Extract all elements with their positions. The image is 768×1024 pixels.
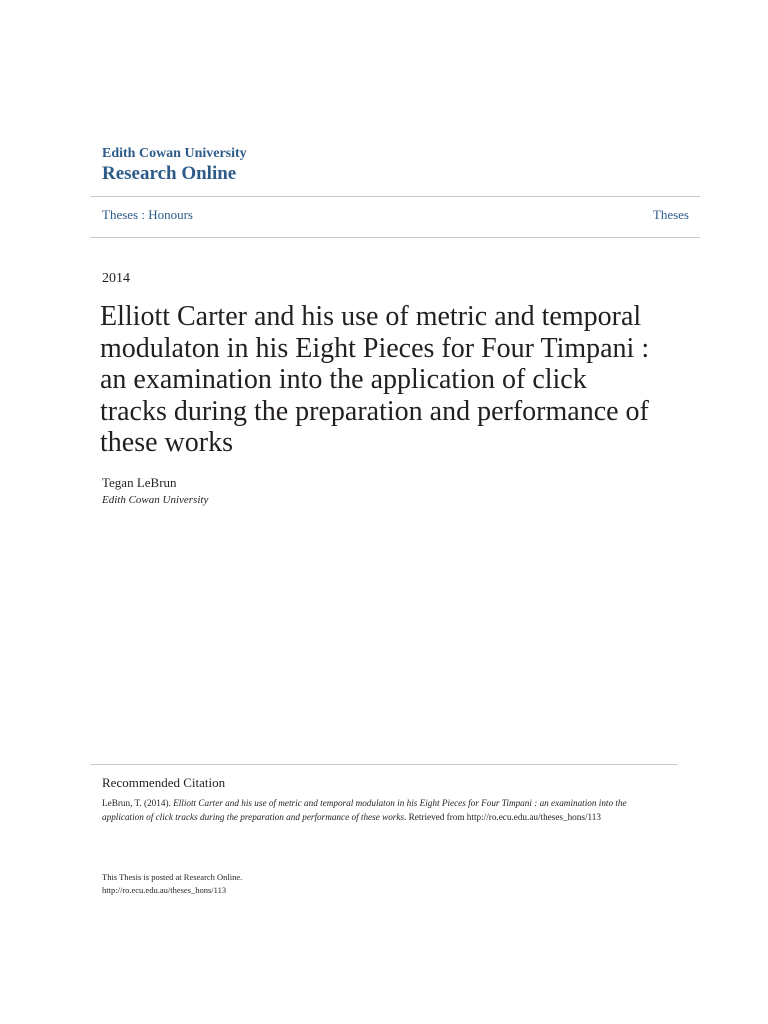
citation-divider [90, 764, 678, 765]
repository-name: Research Online [102, 163, 237, 184]
posted-line: This Thesis is posted at Research Online. [102, 872, 243, 882]
citation-prefix: LeBrun, T. (2014). [102, 798, 174, 808]
collection-link-theses[interactable]: Theses [652, 207, 689, 222]
author-affiliation: Edith Cowan University [102, 494, 209, 506]
nav-divider [90, 237, 700, 238]
citation-heading: Recommended Citation [102, 775, 226, 790]
document-title: Elliott Carter and his use of metric and temporal modulaton in his Eight Pieces for Four Timpani : an examination into the application of click tracks during the preparation and performance of these works [100, 301, 650, 458]
repository-header [102, 146, 247, 185]
author-name: Tegan LeBrun [102, 475, 177, 490]
collection-link-theses-honours[interactable]: Theses : Honours [102, 207, 193, 222]
publication-year: 2014 [102, 271, 130, 286]
top-divider [90, 196, 700, 197]
university-name: Edith Cowan University [102, 146, 247, 161]
posted-url[interactable]: http://ro.ecu.edu.au/theses_hons/113 [102, 885, 227, 895]
citation-suffix: . Retrieved from http://ro.ecu.edu.au/theses_hons/113 [404, 811, 601, 822]
citation-title: Elliott Carter and his use of metric and temporal modulaton in his Eight Pieces for Four Timpani : an examination into the application of click tracks during the preparation and performance of these works [102, 798, 627, 822]
citation-text [102, 797, 662, 824]
posted-notice [102, 871, 242, 897]
